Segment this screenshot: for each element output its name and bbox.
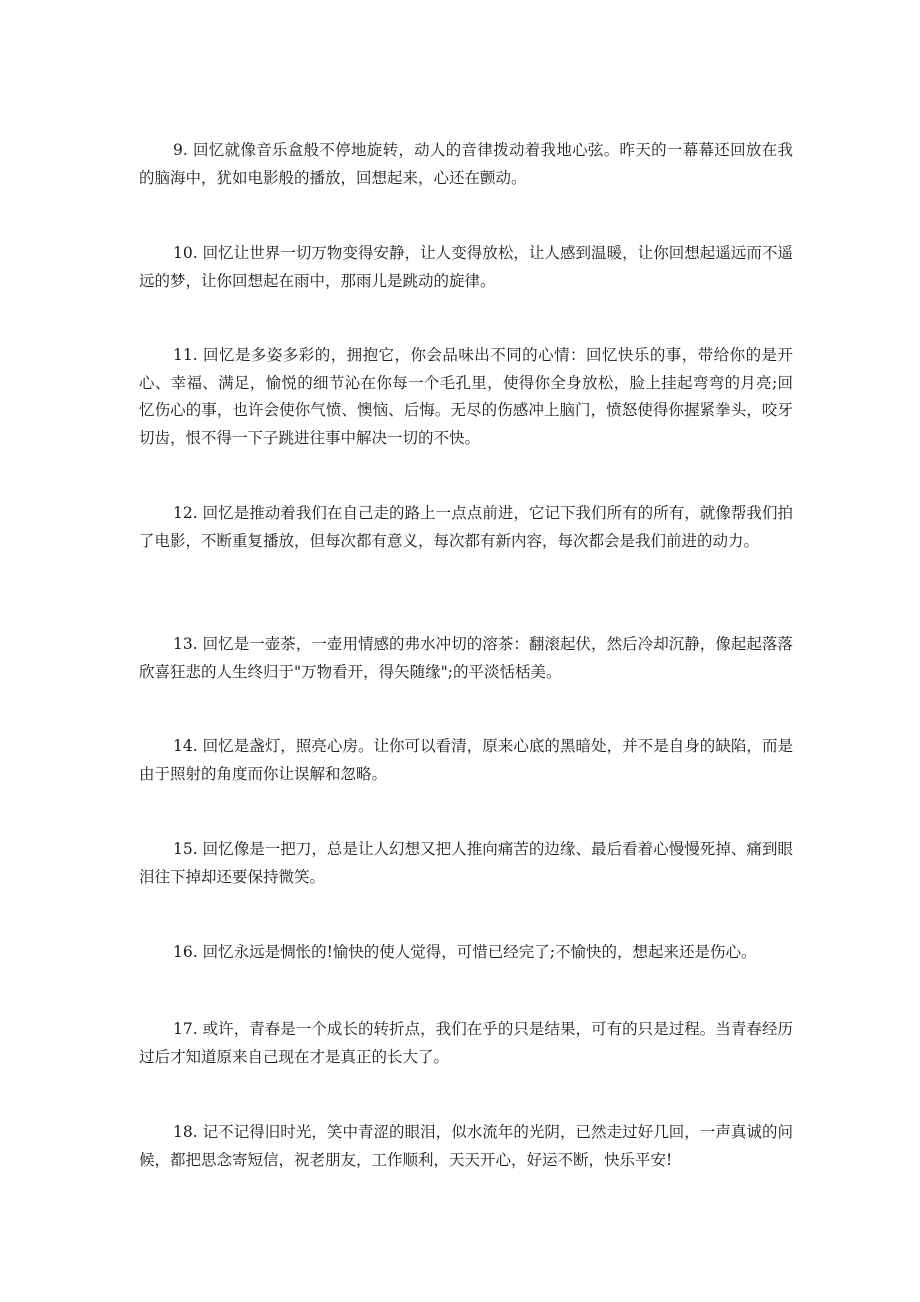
paragraph-10: 10. 回忆让世界一切万物变得安静，让人变得放松，让人感到温暖，让你回想起遥远而不遥远的梦，让你回想起在雨中，那雨儿是跳动的旋律。 (139, 244, 793, 290)
paragraph-14: 14. 回忆是盏灯，照亮心房。让你可以看清，原来心底的黑暗处，并不是自身的缺陷，而是由于照射的角度而你让误解和忽略。 (139, 737, 793, 783)
paragraph-12: 12. 回忆是推动着我们在自己走的路上一点点前进，它记下我们所有的所有，就像帮我们拍了电影，不断重复播放，但每次都有意义，每次都有新内容，每次都会是我们前进的动力。 (139, 504, 793, 550)
paragraph-18: 18. 记不记得旧时光，笑中青涩的眼泪，似水流年的光阴，已然走过好几回，一声真诚的问候，都把思念寄短信，祝老朋友，工作顺利，天天开心，好运不断，快乐平安! (139, 1123, 793, 1169)
paragraph-15: 15. 回忆像是一把刀，总是让人幻想又把人推向痛苦的边缘、最后看着心慢慢死掉、痛到眼泪往下掉却还要保持微笑。 (139, 840, 793, 886)
paragraph-13: 13. 回忆是一壶茶，一壶用情感的弗水冲切的溶茶：翻滚起伏，然后冷却沉静，像起起落落欣喜狂悲的人生终归于"万物看开，得矢随缘";的平淡恬栝美。 (139, 635, 793, 681)
paragraph-9: 9. 回忆就像音乐盒般不停地旋转，动人的音律拨动着我地心弦。昨天的一幕幕还回放在我的脑海中，犹如电影般的播放，回想起来，心还在颤动。 (139, 141, 793, 187)
paragraph-16: 16. 回忆永远是惆怅的!愉快的使人觉得，可惜已经完了;不愉快的，想起来还是伤心。 (173, 943, 757, 961)
paragraph-11: 11. 回忆是多姿多彩的，拥抱它，你会品味出不同的心情：回忆快乐的事，带给你的是开心、幸福、满足，愉悦的细节沁在你每一个毛孔里，使得你全身放松，脸上挂起弯弯的月亮;回忆伤心的事，也许会使你气愤、懊恼、后悔。无尽的伤感冲上脑门，愤怒使得你握紧拳头，咬牙切齿，恨不得一下子跳进往事中解决一切的不快。 (139, 346, 793, 447)
paragraph-17: 17. 或许，青春是一个成长的转折点，我们在乎的只是结果，可有的只是过程。当青春经历过后才知道原来自己现在才是真正的长大了。 (139, 1020, 793, 1066)
